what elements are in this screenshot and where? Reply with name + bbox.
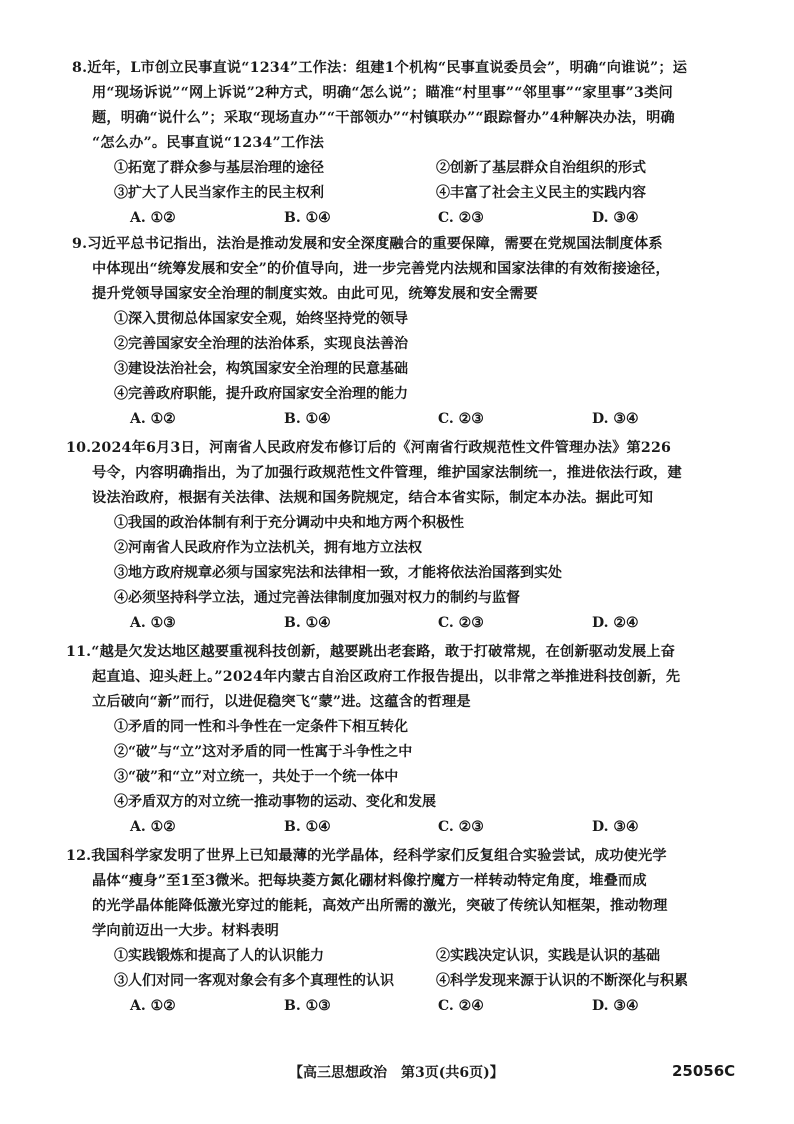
question-11-choices (92, 815, 720, 840)
choice-a: A. ①③ (130, 615, 176, 631)
question-9-stem-line-3: 提升党领导国家安全治理的制度实效。由此可见，统筹发展和安全需要 (92, 286, 539, 302)
choice-c: C. ②③ (438, 615, 484, 631)
choice-a: A. ①② (130, 998, 176, 1014)
option-2: ②“破”与“立”这对矛盾的同一性寓于斗争性之中 (114, 744, 413, 760)
option-3: ③人们对同一客观对象会有多个真理性的认识 (114, 973, 394, 989)
question-11-stem-line-3: 立后破向“新”而行，以进促稳突飞“蒙”进。这蕴含的哲理是 (92, 694, 471, 710)
question-9-choices (92, 407, 720, 432)
question-8-options-row-1 (92, 156, 720, 181)
question-8-choices (92, 206, 720, 231)
question-12-choices (92, 994, 720, 1019)
question-10 (66, 436, 720, 636)
question-number: 12. (66, 848, 92, 864)
option-3: ③扩大了人民当家作主的民主权利 (114, 185, 324, 201)
question-10-choices (92, 611, 720, 636)
question-8-options-row-2 (92, 181, 720, 206)
choice-c: C. ②④ (438, 998, 484, 1014)
question-12-stem-line-4: 学向前迈出一大步。材料表明 (92, 923, 280, 939)
question-11-stem-line-1: 11.“越是欠发达地区越要重视科技创新，越要跳出老套路，敢于打破常规，在创新驱动发展上奋 (66, 644, 676, 660)
question-8-stem-line-1: 8.近年，L市创立民事直说“1234”工作法：组建1个机构“民事直说委员会”，明确“向谁说”；运 (72, 60, 688, 76)
question-number: 11. (66, 644, 92, 660)
choice-b: B. ①④ (284, 210, 331, 226)
choice-d: D. ②④ (592, 615, 639, 631)
option-4: ④完善政府职能，提升政府国家安全治理的能力 (114, 386, 408, 402)
question-12-stem-line-2: 晶体“瘦身”至1至3微米。把每块菱方氮化硼材料像拧魔方一样转动特定角度，堆叠而成 (92, 873, 647, 889)
choice-b: B. ①③ (284, 998, 331, 1014)
question-9 (72, 232, 720, 432)
choice-d: D. ③④ (592, 998, 639, 1014)
question-8-stem-line-2: 用“现场诉说”“网上诉说”2种方式，明确“怎么说”；瞄准“村里事”“邻里事”“家里事”3类问 (92, 85, 673, 101)
choice-c: C. ②③ (438, 210, 484, 226)
option-3: ③地方政府规章必须与国家宪法和法律相一致，才能将依法治国落到实处 (114, 565, 562, 581)
question-10-stem-line-2: 号令，内容明确指出，为了加强行政规范性文件管理，维护国家法制统一，推进依法行政，建 (92, 465, 682, 481)
option-1: ①实践锻炼和提高了人的认识能力 (114, 948, 324, 964)
choice-a: A. ①② (130, 411, 176, 427)
question-10-stem-line-3: 设法治政府，根据有关法律、法规和国务院规定，结合本省实际，制定本办法。据此可知 (92, 490, 654, 506)
choice-a: A. ①② (130, 819, 176, 835)
question-9-stem-line-2: 中体现出“统筹发展和安全”的价值导向，进一步完善党内法规和国家法律的有效衔接途径， (92, 261, 670, 277)
page-footer (0, 1058, 794, 1088)
option-4: ④必须坚持科学立法，通过完善法律制度加强对权力的制约与监督 (114, 590, 520, 606)
question-12-options-row-2 (92, 969, 720, 994)
option-2: ②河南省人民政府作为立法机关，拥有地方立法权 (114, 540, 422, 556)
question-number: 9. (72, 236, 88, 252)
choice-b: B. ①④ (284, 411, 331, 427)
choice-b: B. ①④ (284, 615, 331, 631)
question-11 (66, 640, 720, 840)
question-10-stem-line-1: 10.2024年6月3日，河南省人民政府发布修订后的《河南省行政规范性文件管理办法》第226 (66, 440, 672, 456)
choice-c: C. ②③ (438, 819, 484, 835)
option-1: ①拓宽了群众参与基层治理的途径 (114, 160, 324, 176)
option-1: ①矛盾的同一性和斗争性在一定条件下相互转化 (114, 719, 408, 735)
question-12-stem-line-1: 12.我国科学家发明了世界上已知最薄的光学晶体，经科学家们反复组合实验尝试，成功使光学 (66, 848, 667, 864)
option-1: ①我国的政治体制有利于充分调动中央和地方两个积极性 (114, 515, 464, 531)
exam-code: 25056C (672, 1062, 736, 1080)
question-12-stem-line-3: 的光学晶体能降低激光穿过的能耗，高效产出所需的激光，突破了传统认知框架，推动物理 (92, 898, 668, 914)
choice-a: A. ①② (130, 210, 176, 226)
footer-title: 【高三思想政治 第3页(共6页)】 (289, 1065, 504, 1081)
choice-c: C. ②③ (438, 411, 484, 427)
option-2: ②实践决定认识，实践是认识的基础 (436, 948, 660, 964)
choice-d: D. ③④ (592, 819, 639, 835)
question-9-stem-line-1: 9.习近平总书记指出，法治是推动发展和安全深度融合的重要保障，需要在党规国法制度体系 (72, 236, 663, 252)
question-number: 10. (66, 440, 92, 456)
option-4: ④矛盾双方的对立统一推动事物的运动、变化和发展 (114, 794, 436, 810)
question-12 (66, 844, 720, 1019)
option-2: ②创新了基层群众自治组织的形式 (436, 160, 646, 176)
choice-d: D. ③④ (592, 411, 639, 427)
question-12-options-row-1 (92, 944, 720, 969)
question-11-stem-line-2: 起直追、迎头赶上。”2024年内蒙古自治区政府工作报告提出，以非常之举推进科技创新，先 (92, 669, 681, 685)
option-2: ②完善国家安全治理的法治体系，实现良法善治 (114, 336, 408, 352)
option-3: ③建设法治社会，构筑国家安全治理的民意基础 (114, 361, 408, 377)
option-1: ①深入贯彻总体国家安全观，始终坚持党的领导 (114, 311, 408, 327)
question-8-stem-line-3: 题，明确“说什么”；采取“现场直办”“干部领办”“村镇联办”“跟踪督办”4种解决办法，明确 (92, 110, 675, 126)
question-8 (72, 56, 720, 231)
option-4: ④科学发现来源于认识的不断深化与积累 (436, 973, 688, 989)
option-4: ④丰富了社会主义民主的实践内容 (436, 185, 646, 201)
choice-b: B. ①④ (284, 819, 331, 835)
question-number: 8. (72, 60, 88, 76)
question-8-stem-line-4: “怎么办”。民事直说“1234”工作法 (92, 135, 324, 151)
choice-d: D. ③④ (592, 210, 639, 226)
option-3: ③“破”和“立”对立统一，共处于一个统一体中 (114, 769, 399, 785)
